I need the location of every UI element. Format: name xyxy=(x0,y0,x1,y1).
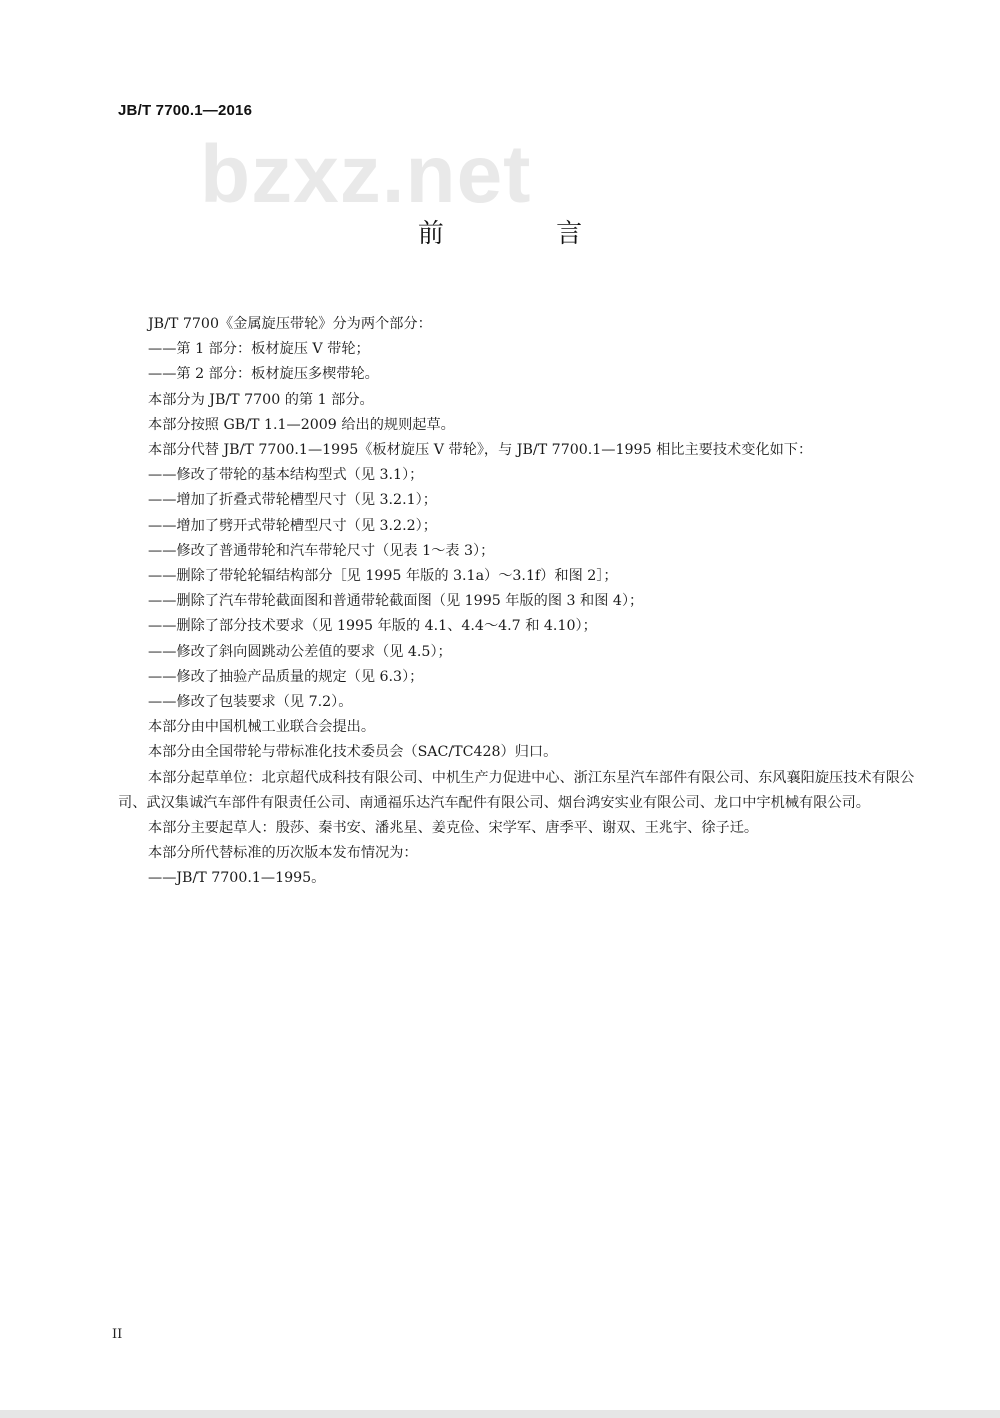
paragraph: 本部分按照 GB/T 1.1—2009 给出的规则起草。 xyxy=(148,416,455,433)
watermark: bzxz.net xyxy=(200,129,532,220)
list-item: ——删除了部分技术要求（见 1995 年版的 4.1、4.4～4.7 和 4.10）； xyxy=(148,618,597,635)
standard-number: JB/T 7700.1—2016 xyxy=(118,102,253,119)
paragraph: JB/T 7700《金属旋压带轮》分为两个部分： xyxy=(148,316,432,332)
paragraph: 本部分由中国机械工业联合会提出。 xyxy=(148,719,376,736)
paragraph: 本部分由全国带轮与带标准化技术委员会（SAC/TC428）归口。 xyxy=(148,744,558,761)
list-item: ——删除了带轮轮辐结构部分［见 1995 年版的 3.1a）～3.1f）和图 2］； xyxy=(148,568,618,585)
paragraph-drafting-units: 本部分起草单位：北京超代成科技有限公司、中机生产力促进中心、浙江东星汽车部件有限公司、东风襄阳旋压技术有限公司、武汉集诚汽车部件有限责任公司、南通福乐达汽车配件有限公司、烟台鸿安实业有限公司、龙口中宇机械有限公司。 xyxy=(118,769,915,811)
list-item: ——JB/T 7700.1—1995。 xyxy=(148,870,326,887)
list-item: ——第 1 部分：板材旋压 V 带轮； xyxy=(148,341,370,358)
paragraph-drafters: 本部分主要起草人：殷莎、秦书安、潘兆星、姜克俭、宋学军、唐季平、谢双、王兆宇、徐子迁。 xyxy=(148,820,759,837)
list-item: ——修改了抽验产品质量的规定（见 6.3）； xyxy=(148,668,424,685)
list-item: ——修改了包装要求（见 7.2）。 xyxy=(148,694,353,711)
page-number: II xyxy=(112,1327,123,1342)
list-item: ——修改了普通带轮和汽车带轮尺寸（见表 1～表 3）； xyxy=(148,542,495,559)
foreword-body xyxy=(118,312,918,892)
list-item: ——增加了折叠式带轮槽型尺寸（见 3.2.1）； xyxy=(148,492,437,509)
list-item: ——第 2 部分：板材旋压多楔带轮。 xyxy=(148,366,379,383)
list-item: ——增加了劈开式带轮槽型尺寸（见 3.2.2）； xyxy=(148,517,437,534)
list-item: ——删除了汽车带轮截面图和普通带轮截面图（见 1995 年版的图 3 和图 4）； xyxy=(148,593,644,610)
paragraph: 本部分为 JB/T 7700 的第 1 部分。 xyxy=(148,391,374,408)
page-title: 前 言 xyxy=(417,219,635,249)
paragraph: 本部分所代替标准的历次版本发布情况为： xyxy=(148,845,418,862)
list-item: ——修改了斜向圆跳动公差值的要求（见 4.5）； xyxy=(148,643,452,660)
paragraph: 本部分代替 JB/T 7700.1—1995《板材旋压 V 带轮》，与 JB/T 7700.1—1995 相比主要技术变化如下： xyxy=(148,442,813,459)
page-edge xyxy=(0,1410,1000,1418)
list-item: ——修改了带轮的基本结构型式（见 3.1）； xyxy=(148,467,424,484)
